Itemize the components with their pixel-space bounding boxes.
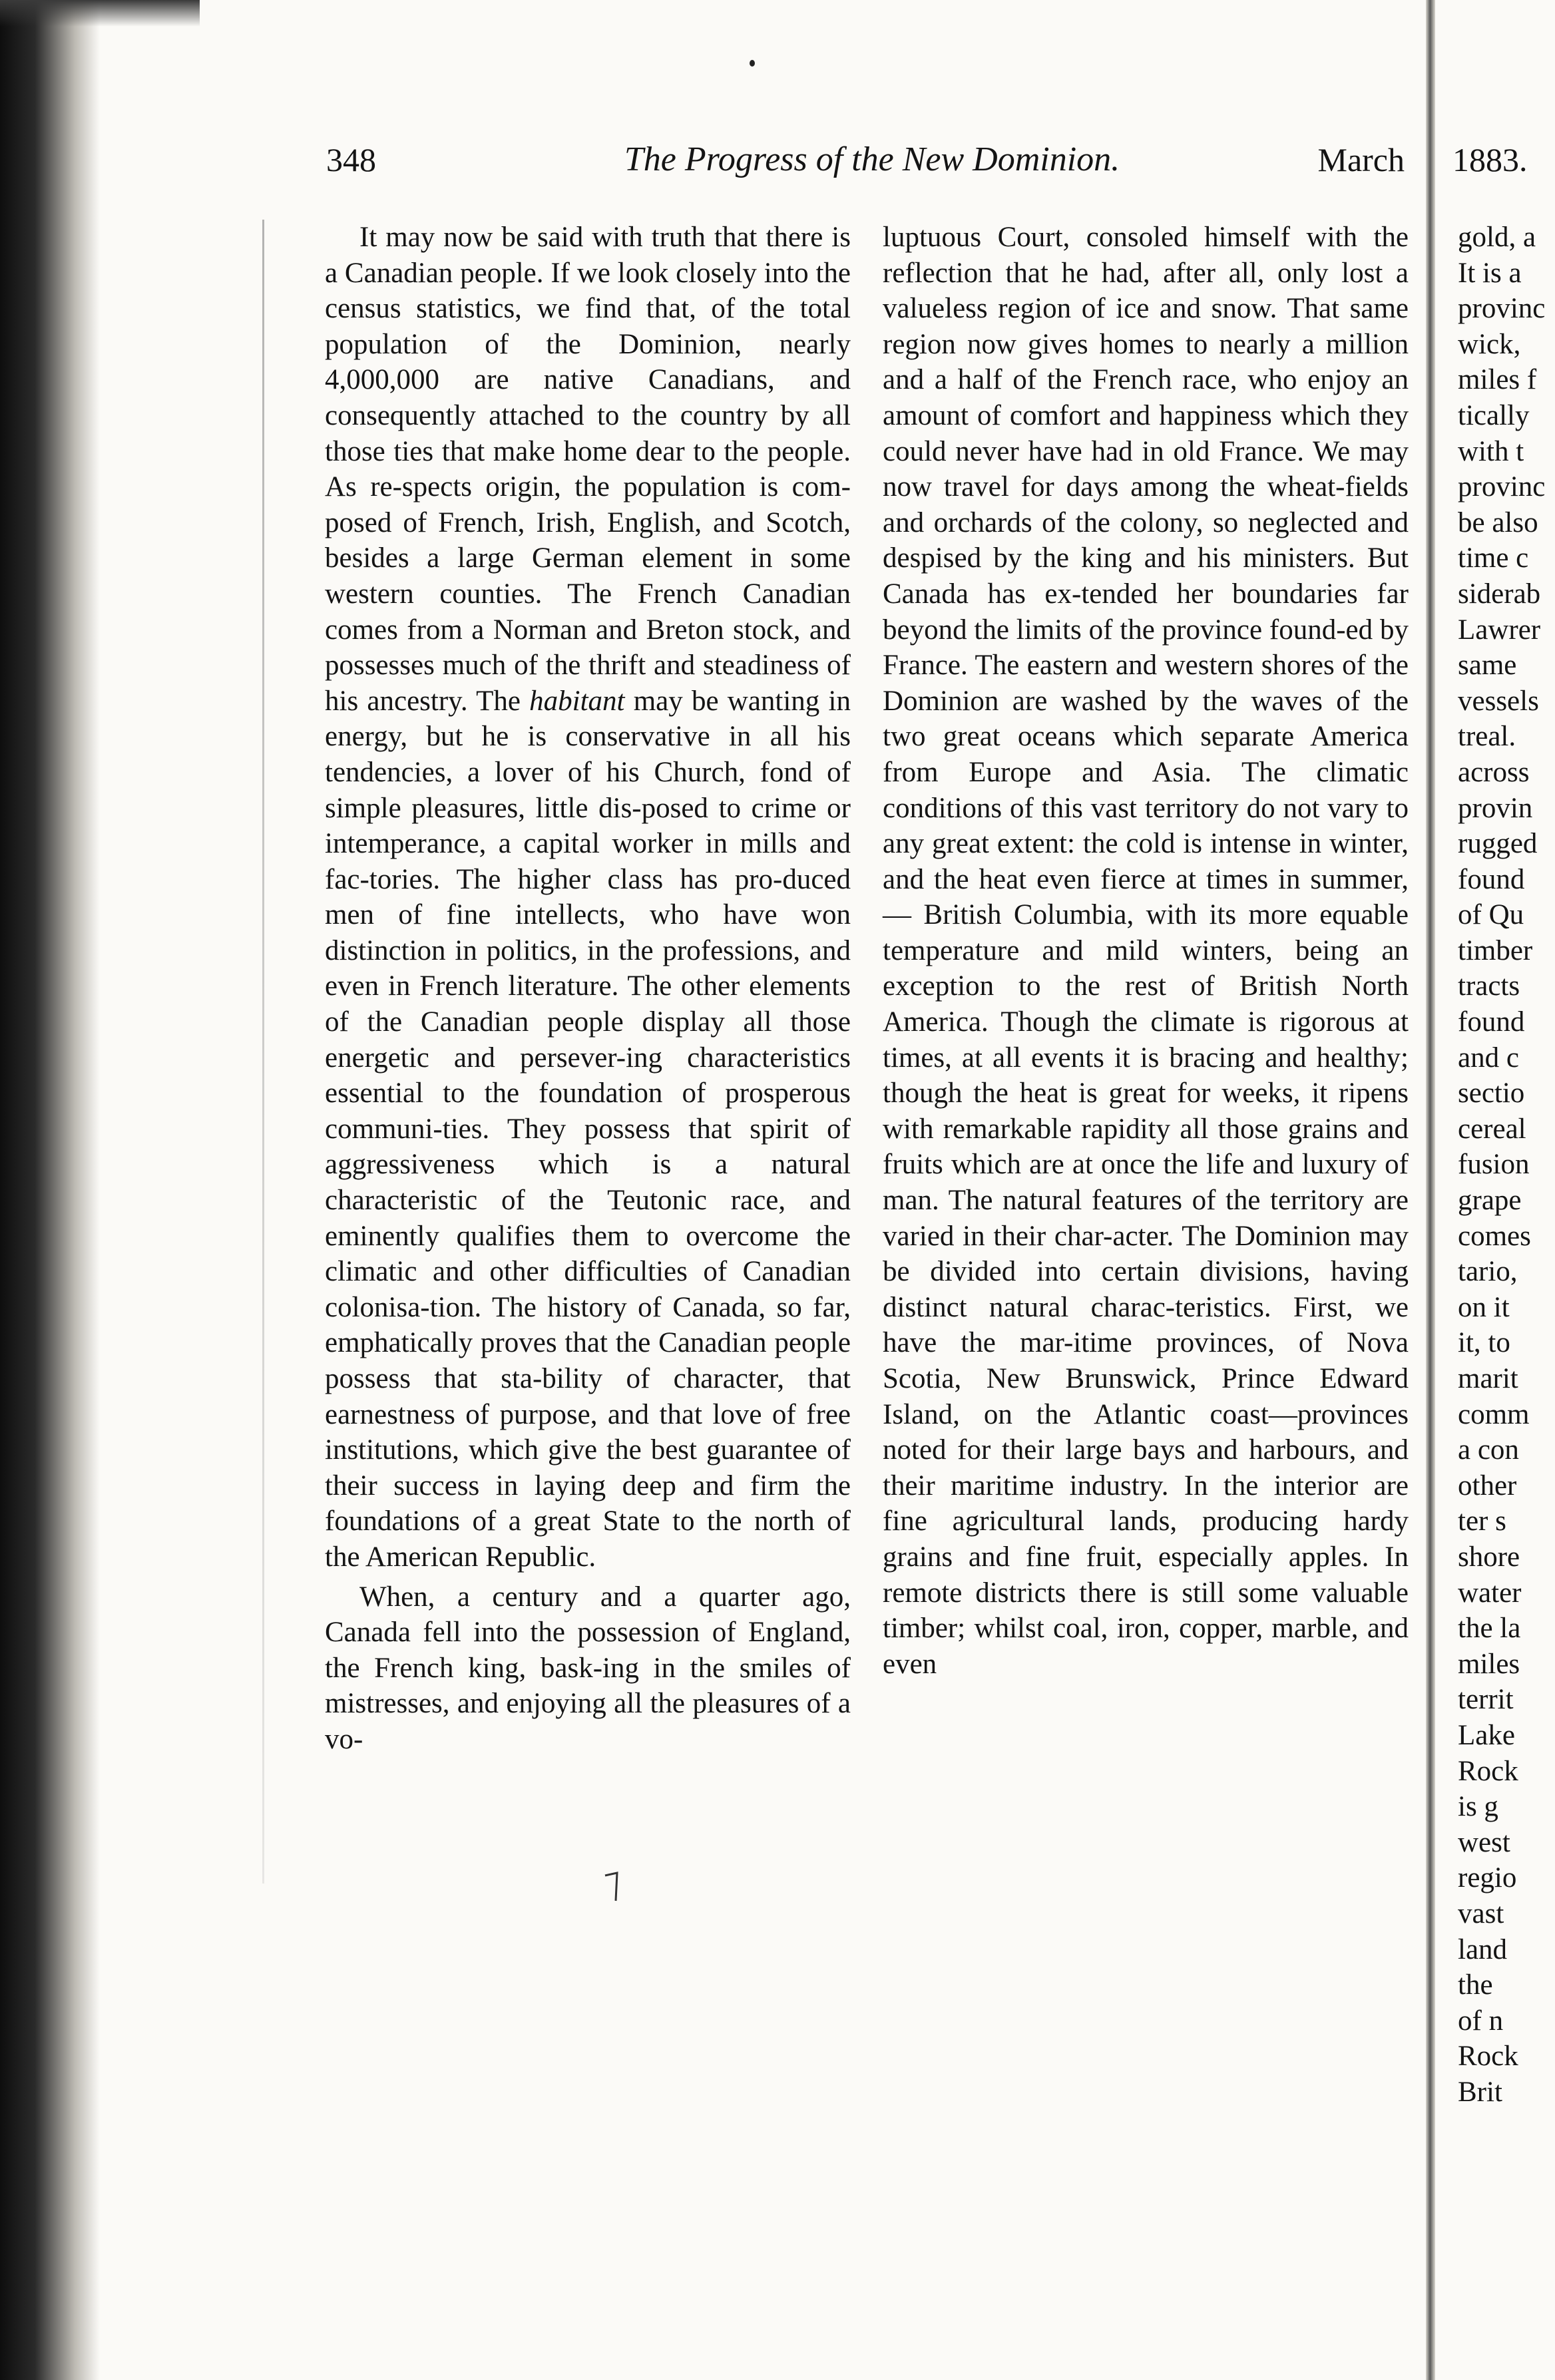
next-page-line: sectio [1458,1078,1525,1109]
next-page-line: provin [1458,792,1533,824]
next-page-line: tracts [1458,970,1520,1002]
running-header [326,136,1418,183]
pencil-mark [602,1870,622,1903]
next-page-column [1458,220,1555,2110]
next-page-line: Brit [1458,2076,1502,2108]
next-page-line: Rock [1458,2041,1518,2073]
next-page-line: cereal [1458,1113,1526,1145]
next-page-line: vast [1458,1897,1504,1929]
next-page-line: shore [1458,1541,1520,1573]
next-page-line: marit [1458,1363,1518,1394]
next-page-line: comes [1458,1220,1531,1252]
next-page-line: other [1458,1470,1517,1501]
next-page-line: timber [1458,934,1533,966]
next-page-line: found [1458,1006,1525,1038]
next-page-line: comm [1458,1398,1530,1430]
running-month: March [1317,141,1405,178]
next-page-line: provinc [1458,293,1546,325]
next-page-line: gold, a [1458,222,1536,253]
next-page-line: across [1458,756,1530,788]
next-page-line: provinc [1458,471,1546,503]
next-page-line: miles [1458,1648,1520,1680]
next-page-line: is g [1458,1791,1498,1823]
next-page-line: the [1458,1969,1493,2001]
left-column [325,220,851,1758]
next-page-year: 1883. [1452,141,1528,178]
running-title: The Progress of the New Dominion. [624,140,1120,178]
next-page-line: treal. [1458,721,1516,753]
paragraph-text: may be wanting in energy, but he is conservative in all his tendencies, a lover of his Church, fond of simple pleasures, little dis-posed to crime or intemperance, a capital worker in mills and fac-tories. The higher class has pro-duced men of fine intellects, who have won distinction in politics, in the professions, and even in French literature. The other elements of the Canadian people display all those energetic and persever-ing characteristics essential to the foundation of prosperous communi-ties. They possess that spirit of aggressiveness which is a natural characteristic of the Teutonic race, and eminently qualifies them to overcome the climatic and other difficulties of Canadian colonisa-tion. The history of Canada, so far, emphatically proves that the Canadian people possess that sta-bility of character, that earnestness of purpose, and that love of free institutions, which give the best guarantee of their success in laying deep and firm the foundations of a great State to the north of the American Republic. [325,685,851,1573]
next-page-line: on it [1458,1291,1510,1323]
next-page-line: tically [1458,399,1530,431]
next-page-line: Lake [1458,1719,1515,1751]
next-page-line: tario, [1458,1256,1518,1288]
page-number: 348 [326,141,376,178]
ink-speck [750,60,755,67]
next-page-line: wick, [1458,328,1521,360]
next-page-line: same [1458,650,1517,682]
next-page-line: vessels [1458,685,1539,717]
next-page-line: grape [1458,1185,1522,1217]
next-page-line: the la [1458,1613,1521,1645]
next-page-line: Rock [1458,1755,1518,1787]
next-page-line: it, to [1458,1327,1510,1359]
next-page-line: of n [1458,2005,1504,2037]
next-page-line: found [1458,863,1525,895]
next-page-line: rugged [1458,828,1538,860]
next-page-line: a con [1458,1434,1519,1466]
next-page-line: regio [1458,1862,1517,1894]
paragraph-census [325,220,851,1575]
scan-shadow-top [0,0,200,27]
paragraph-continued: luptuous Court, consoled himself with the reflection that he had, after all, only lost a valueless region of ice and snow. That same region now gives homes to nearly a million and a half of the French race, who enjoy an amount of comfort and happiness which they could never have had in old France. We may now travel for days among the wheat-fields and orchards of the colony, so neglected and despised by the king and his ministers. But Canada has ex-tended her boundaries far beyond the limits of the province found-ed by France. The eastern and western shores of the Dominion are washed by the waves of the two great oceans which separate America from Europe and Asia. The climatic conditions of this vast territory do not vary to any great extent: the cold is intense in winter, and the heat even fierce at times in summer, — British Columbia, with its more equable temperature and mild winters, being an exception to the rest of British North America. Though the climate is rigorous at times, at all events it is bracing and healthy; though the heat is great for weeks, it ripens with remarkable rapidity all those grains and fruits which are at once the life and luxury of man. The natural features of the territory are varied in their char-acter. The Dominion may be divided into certain divisions, having distinct natural charac-teristics. First, we have the mar-itime provinces, of Nova Scotia, New Brunswick, Prince Edward Island, on the Atlantic coast—provinces noted for their large bays and harbours, and their maritime industry. In the interior are fine agricultural lands, producing hardy grains and fine fruit, especially apples. In remote districts there is still some valuable timber; whilst coal, iron, copper, marble, and even [883,222,1409,1680]
next-page-line: siderab [1458,578,1541,610]
next-page-line: west [1458,1826,1510,1858]
right-column [883,220,1409,1682]
next-page-line: of Qu [1458,899,1524,931]
next-page-line: territ [1458,1684,1514,1716]
next-page-line: with t [1458,435,1524,467]
next-page-line: ter s [1458,1505,1506,1537]
next-page-edge [1437,0,1555,2380]
next-page-line: and c [1458,1042,1519,1074]
next-page-line: fusion [1458,1149,1530,1181]
page-fold [1426,0,1435,2380]
paragraph-history: When, a century and a quarter ago, Canada fell into the possession of England, the French king, bask-ing in the smiles of mistresses, and enjoying all the pleasures of a vo- [325,1581,851,1755]
italic-term: habitant [529,685,625,717]
next-page-line: Lawrer [1458,614,1541,646]
next-page-line: water [1458,1577,1522,1609]
next-page-line: miles f [1458,364,1537,396]
next-page-line: It is a [1458,257,1522,289]
scan-shadow-left [0,0,100,2380]
next-page-line: time c [1458,542,1529,574]
next-page-line: land [1458,1933,1508,1965]
paragraph-text: It may now be said with truth that there is a Canadian people. If we look closely into the census statistics, we find that, of the total population of the Dominion, nearly 4,000,000 are native Canadians, and consequently attached to the country by all those ties that make home dear to the people. As re-spects origin, the population is com-posed of French, Irish, English, and Scotch, besides a large German element in some western counties. The French Canadian comes from a Norman and Breton stock, and possesses much of the thrift and steadiness of his ancestry. The [325,222,851,717]
next-page-line: be also [1458,506,1538,538]
margin-rule [262,220,264,1884]
